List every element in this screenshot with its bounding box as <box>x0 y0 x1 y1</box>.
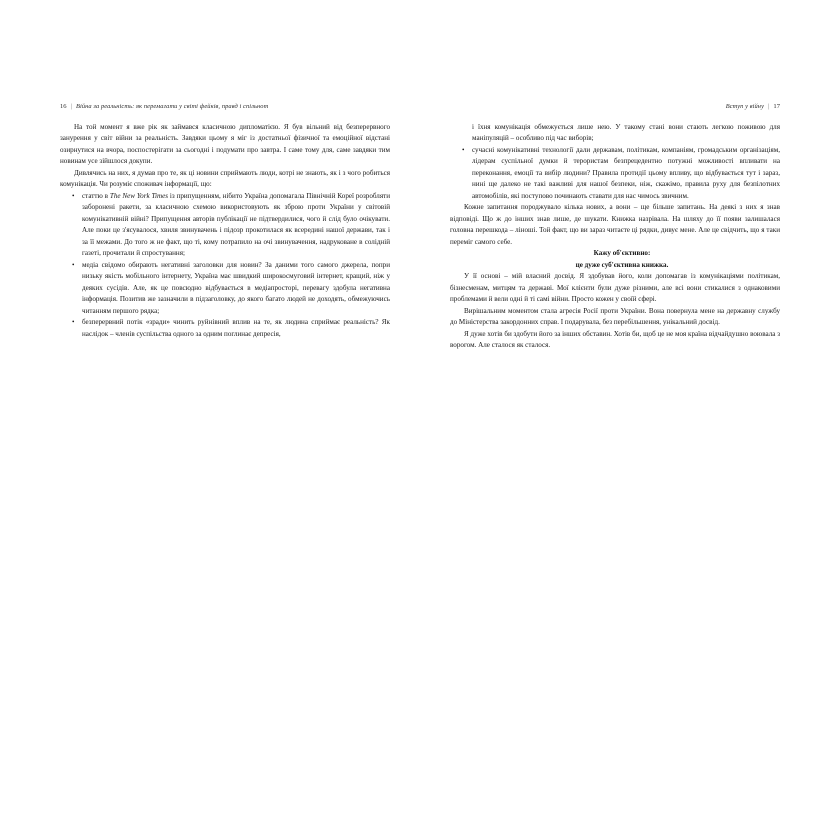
list-item-text: і їхня комунікація обмежується лише нею. У такому стані вони стають легкою поживою для маніпуляцій – особливо під час виборів; <box>472 123 780 143</box>
running-head-title-right: Вступ у війну <box>725 103 765 110</box>
bullet-list-left <box>60 191 390 340</box>
folio-separator-right: | <box>768 103 770 110</box>
body-text-left <box>60 122 390 340</box>
running-head-right <box>450 100 780 110</box>
list-item <box>60 191 390 260</box>
paragraph: Вирішальним моментом стала агресія Росії проти України. Вона повернула мене на державну службу до Міністерства закордонних справ. І подарувала, без перебільшення, унікальний досвід. <box>450 306 780 327</box>
page-container <box>60 100 780 740</box>
running-head-left <box>60 100 390 110</box>
bullet-list-right <box>450 122 780 202</box>
folio-left: 16 <box>60 103 67 110</box>
body-text-right <box>450 122 780 352</box>
page-sheet <box>60 100 780 740</box>
paragraph: Дивлячись на них, я думав про те, як ці новини сприймають люди, котрі не знають, як і з чого робиться комунікація. Чи розуміє споживач інформації, що: <box>60 168 390 189</box>
list-item-lead: статтю в <box>82 191 110 200</box>
paragraph: У її основі – мій власний досвід. Я здобував його, коли допомагав із комунікаціями політикам, бізнесменам, митцям та державі. Мої клієнти були дуже різними, але всі вони стикалися з однаковими проблемами й вели одні й ті самі війни. Просто кожен у своїй сфері. <box>450 272 780 304</box>
paragraph: Кожне запитання породжувало кілька нових, а вони – ще більше запитань. На деякі з них я знав відповіді. Що ж до інших знав лише, де шукати. Книжка назрівала. На шляху до її появи залишалася головна перешкода – ліноші. Той факт, що ви зараз читаєте ці рядки, дивує мене. Але це свідчить, що я таки переміг самого себе. <box>450 203 780 246</box>
list-item <box>60 260 390 317</box>
section-heading-line-2: це дуже суб'єктивна книжка. <box>575 260 669 269</box>
list-item-continuation <box>450 122 780 145</box>
list-item-text: сучасні комунікативні технології дали державам, політикам, компаніям, громадським організаціям, лідерам суспільної думки й терористам безпрецедентно потужні можливості впливати на переконання, емоції та вибір людини? Правила протидії цьому впливу, що відбувається тут і зараз, нині ще далеко не такі важливі для нашої безпеки, ніж, скажімо, правила руху для безпілотних автомобілів, які поступово починають ставати для нас чимось звичним. <box>472 145 780 200</box>
running-head-title-left: Війна за реальність: як перемагати у світі фейків, правд і спільнот <box>75 103 269 110</box>
section-heading-line-1: Кажу об'єктивно: <box>593 249 651 258</box>
paragraph: Я дуже хотів би здобути його за інших обставин. Хотів би, щоб це не моя країна відчайдушно воювала з ворогом. Але сталося як сталося. <box>450 329 780 350</box>
paragraph: На той момент я вже рік як займався класичною дипломатією. Я був вільний від безперервного занурення у світ війни за реальність. Завдяки цьому я міг із достатньої фізичної та емоційної відстані озирнутися на вчора, поспостерігати за сьогодні і подумати про завтра. І саме тому для, саме завдяки тим новинам усе зійшлося докупи. <box>60 123 390 166</box>
page-left <box>60 100 390 740</box>
list-item <box>60 317 390 340</box>
page-right <box>450 100 780 740</box>
folio-right: 17 <box>773 103 780 110</box>
list-item-rest: медіа свідомо обирають негативні заголовки для новин? За даними того самого джерела, попри низьку якість мобільного інтернету, Україна має швидкий широкосмуговий інтернет, кращий, ніж у деяких сусідів. Але, як це повсюдно відбувається в медіапросторі, перевагу здобула негативна інформація. Позитив же зазначили в підзаголовку, до якого багато людей не доходять, обмежуючись читанням першого рядка; <box>82 260 390 315</box>
list-item-title-italic: The New York Times <box>109 191 169 200</box>
list-item-rest: із припущенням, нібито Україна допомагала Північній Кореї розробляти заборонені ракети, за класичною схемою використовують як зброю проти України у світовій комунікативній війні? Припущення авторів публікації не підтвердилися, чого й слід було очікувати. Але поки це з'ясувалося, хвиля звинувачень і підозр прокотилася як всередині нашої держави, так і за її межами. До того ж не факт, що ті, кому потрапило на очі звинувачення, надруковане в солідній газеті, прочитали й спростування; <box>82 191 390 258</box>
list-item <box>450 145 780 202</box>
list-item-rest: безперервний потік «зради» чинить руйнівний вплив на те, як людина сприймає реальність? Як наслідок – членів суспільства одного за одним поглинає депресія, <box>82 318 390 338</box>
folio-separator-left: | <box>70 103 72 110</box>
